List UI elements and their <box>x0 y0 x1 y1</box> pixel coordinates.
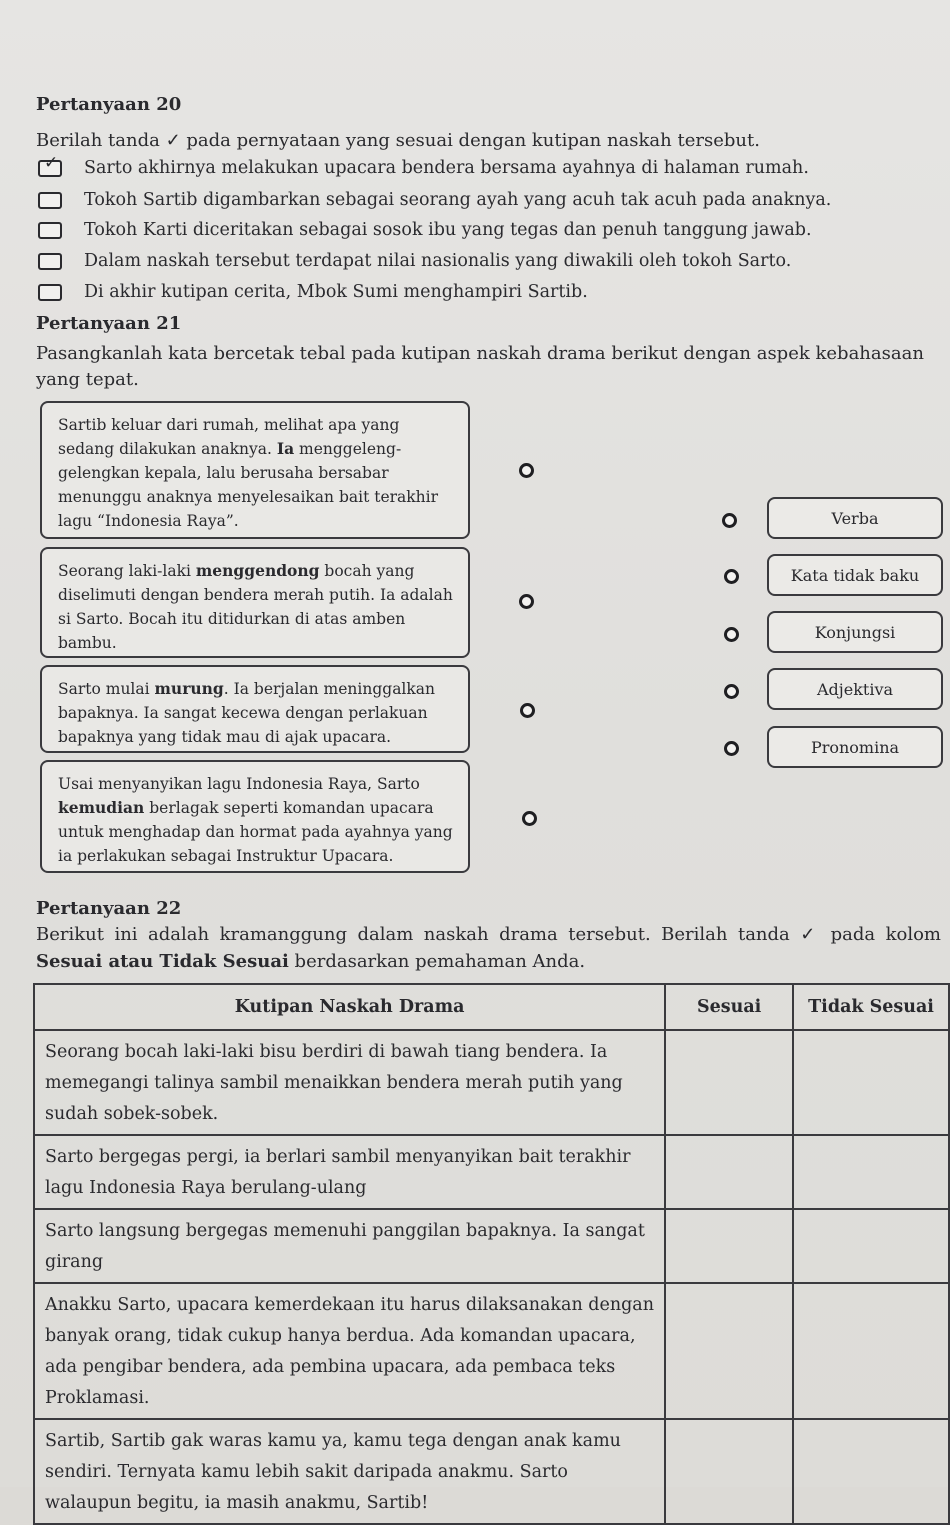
connector-dot[interactable] <box>519 463 534 478</box>
tidak-sesuai-cell[interactable] <box>793 1283 949 1419</box>
table-header-row <box>34 984 949 1030</box>
bold-word: murung <box>154 679 224 698</box>
bold-word: menggendong <box>195 561 320 580</box>
bold-word: kemudian <box>58 798 145 817</box>
q20-instruction: Berilah tanda ✓ pada pernyataan yang sesuai dengan kutipan naskah tersebut. <box>36 130 760 151</box>
table-row <box>34 1030 949 1135</box>
table-row <box>34 1209 949 1283</box>
tidak-sesuai-cell[interactable] <box>793 1209 949 1283</box>
quote-box: Seorang laki-laki menggendong bocah yang diselimuti dengan bendera merah putih. Ia adalah si Sarto. Bocah itu ditidurkan di atas amben bambu. <box>40 547 470 658</box>
connector-dot[interactable] <box>724 741 739 756</box>
bold-word: Ia <box>276 439 295 458</box>
aspect-pronomina[interactable]: Pronomina <box>767 726 943 768</box>
connector-dot[interactable] <box>722 513 737 528</box>
sesuai-cell[interactable] <box>665 1209 793 1283</box>
q20-option[interactable] <box>38 190 831 210</box>
q21-instruction-line2: yang tepat. <box>36 369 139 390</box>
quote-box: Sartib keluar dari rumah, melihat apa yang sedang dilakukan anaknya. Ia menggeleng-gelengkan kepala, lalu berusaha bersabar menunggu anaknya menyelesaikan bait terakhir lagu “Indonesia Raya”. <box>40 401 470 539</box>
connector-dot[interactable] <box>724 569 739 584</box>
connector-dot[interactable] <box>519 594 534 609</box>
connector-dot[interactable] <box>724 684 739 699</box>
q20-option[interactable] <box>38 251 791 271</box>
header-tidak-sesuai: Tidak Sesuai <box>793 984 949 1030</box>
header-sesuai: Sesuai <box>665 984 793 1030</box>
tidak-sesuai-cell[interactable] <box>793 1135 949 1209</box>
aspect-konjungsi[interactable]: Konjungsi <box>767 611 943 653</box>
q20-option-text: Tokoh Karti diceritakan sebagai sosok ibu yang tegas dan penuh tanggung jawab. <box>84 220 812 240</box>
table-row <box>34 1135 949 1209</box>
q20-option-text: Di akhir kutipan cerita, Mbok Sumi menghampiri Sartib. <box>84 282 588 302</box>
q21-title: Pertanyaan 21 <box>36 313 182 334</box>
q20-option-text: Dalam naskah tersebut terdapat nilai nasionalis yang diwakili oleh tokoh Sarto. <box>84 251 792 271</box>
q20-option[interactable] <box>38 282 588 302</box>
quote-cell: Anakku Sarto, upacara kemerdekaan itu harus dilaksanakan dengan banyak orang, tidak cukup hanya berdua. Ada komandan upacara, ada pengibar bendera, ada pembina upacara, ada pembaca teks Proklamasi. <box>34 1283 665 1419</box>
header-kutipan: Kutipan Naskah Drama <box>34 984 665 1030</box>
sesuai-cell[interactable] <box>665 1135 793 1209</box>
q22-instruction-bold: Sesuai atau Tidak Sesuai <box>36 951 289 972</box>
q20-option-text: Tokoh Sartib digambarkan sebagai seorang ayah yang acuh tak acuh pada anaknya. <box>84 190 832 210</box>
q22-instruction-line1: Berikut ini adalah kramanggung dalam naskah drama tersebut. Berilah tanda ✓ pada kolom <box>36 924 941 945</box>
aspect-kata-tidak-baku[interactable]: Kata tidak baku <box>767 554 943 596</box>
q20-option-text: Sarto akhirnya melakukan upacara bendera bersama ayahnya di halaman rumah. <box>84 158 809 178</box>
checkbox[interactable] <box>38 192 62 209</box>
sesuai-cell[interactable] <box>665 1283 793 1419</box>
tidak-sesuai-cell[interactable] <box>793 1419 949 1524</box>
tidak-sesuai-cell[interactable] <box>793 1030 949 1135</box>
table-row <box>34 1419 949 1524</box>
table-row <box>34 1283 949 1419</box>
checkbox[interactable] <box>38 152 62 177</box>
q21-instruction <box>36 341 924 393</box>
checkbox[interactable] <box>38 222 62 239</box>
connector-dot[interactable] <box>520 703 535 718</box>
checkbox[interactable] <box>38 253 62 270</box>
aspect-verba[interactable]: Verba <box>767 497 943 539</box>
q20-option[interactable] <box>38 220 812 240</box>
checkbox[interactable] <box>38 284 62 301</box>
connector-dot[interactable] <box>522 811 537 826</box>
q21-instruction-line1: Pasangkanlah kata bercetak tebal pada kutipan naskah drama berikut dengan aspek kebahasaan <box>36 343 924 364</box>
quote-cell: Sarto bergegas pergi, ia berlari sambil menyanyikan bait terakhir lagu Indonesia Raya berulang-ulang <box>34 1135 665 1209</box>
connector-dot[interactable] <box>724 627 739 642</box>
q22-table <box>33 983 950 1525</box>
q22-title: Pertanyaan 22 <box>36 898 182 919</box>
quote-cell: Sarto langsung bergegas memenuhi panggilan bapaknya. Ia sangat girang <box>34 1209 665 1283</box>
quote-cell: Seorang bocah laki-laki bisu berdiri di bawah tiang bendera. Ia memegangi talinya sambil menaikkan bendera merah putih yang sudah sobek-sobek. <box>34 1030 665 1135</box>
q22-instruction-line2: Sesuai atau Tidak Sesuai berdasarkan pemahaman Anda. <box>36 951 586 972</box>
quote-cell: Sartib, Sartib gak waras kamu ya, kamu tega dengan anak kamu sendiri. Ternyata kamu lebih sakit daripada anakmu. Sarto walaupun begitu, ia masih anakmu, Sartib! <box>34 1419 665 1524</box>
q20-title: Pertanyaan 20 <box>36 94 182 115</box>
sesuai-cell[interactable] <box>665 1030 793 1135</box>
quote-box: Usai menyanyikan lagu Indonesia Raya, Sarto kemudian berlagak seperti komandan upacara untuk menghadap dan hormat pada ayahnya yang ia perlakukan sebagai Instruktur Upacara. <box>40 760 470 873</box>
check-mark-icon: ✓ <box>44 152 59 173</box>
aspect-adjektiva[interactable]: Adjektiva <box>767 668 943 710</box>
q20-option[interactable] <box>38 152 809 178</box>
quote-box: Sarto mulai murung. Ia berjalan meninggalkan bapaknya. Ia sangat kecewa dengan perlakuan bapaknya yang tidak mau di ajak upacara. <box>40 665 470 753</box>
sesuai-cell[interactable] <box>665 1419 793 1524</box>
